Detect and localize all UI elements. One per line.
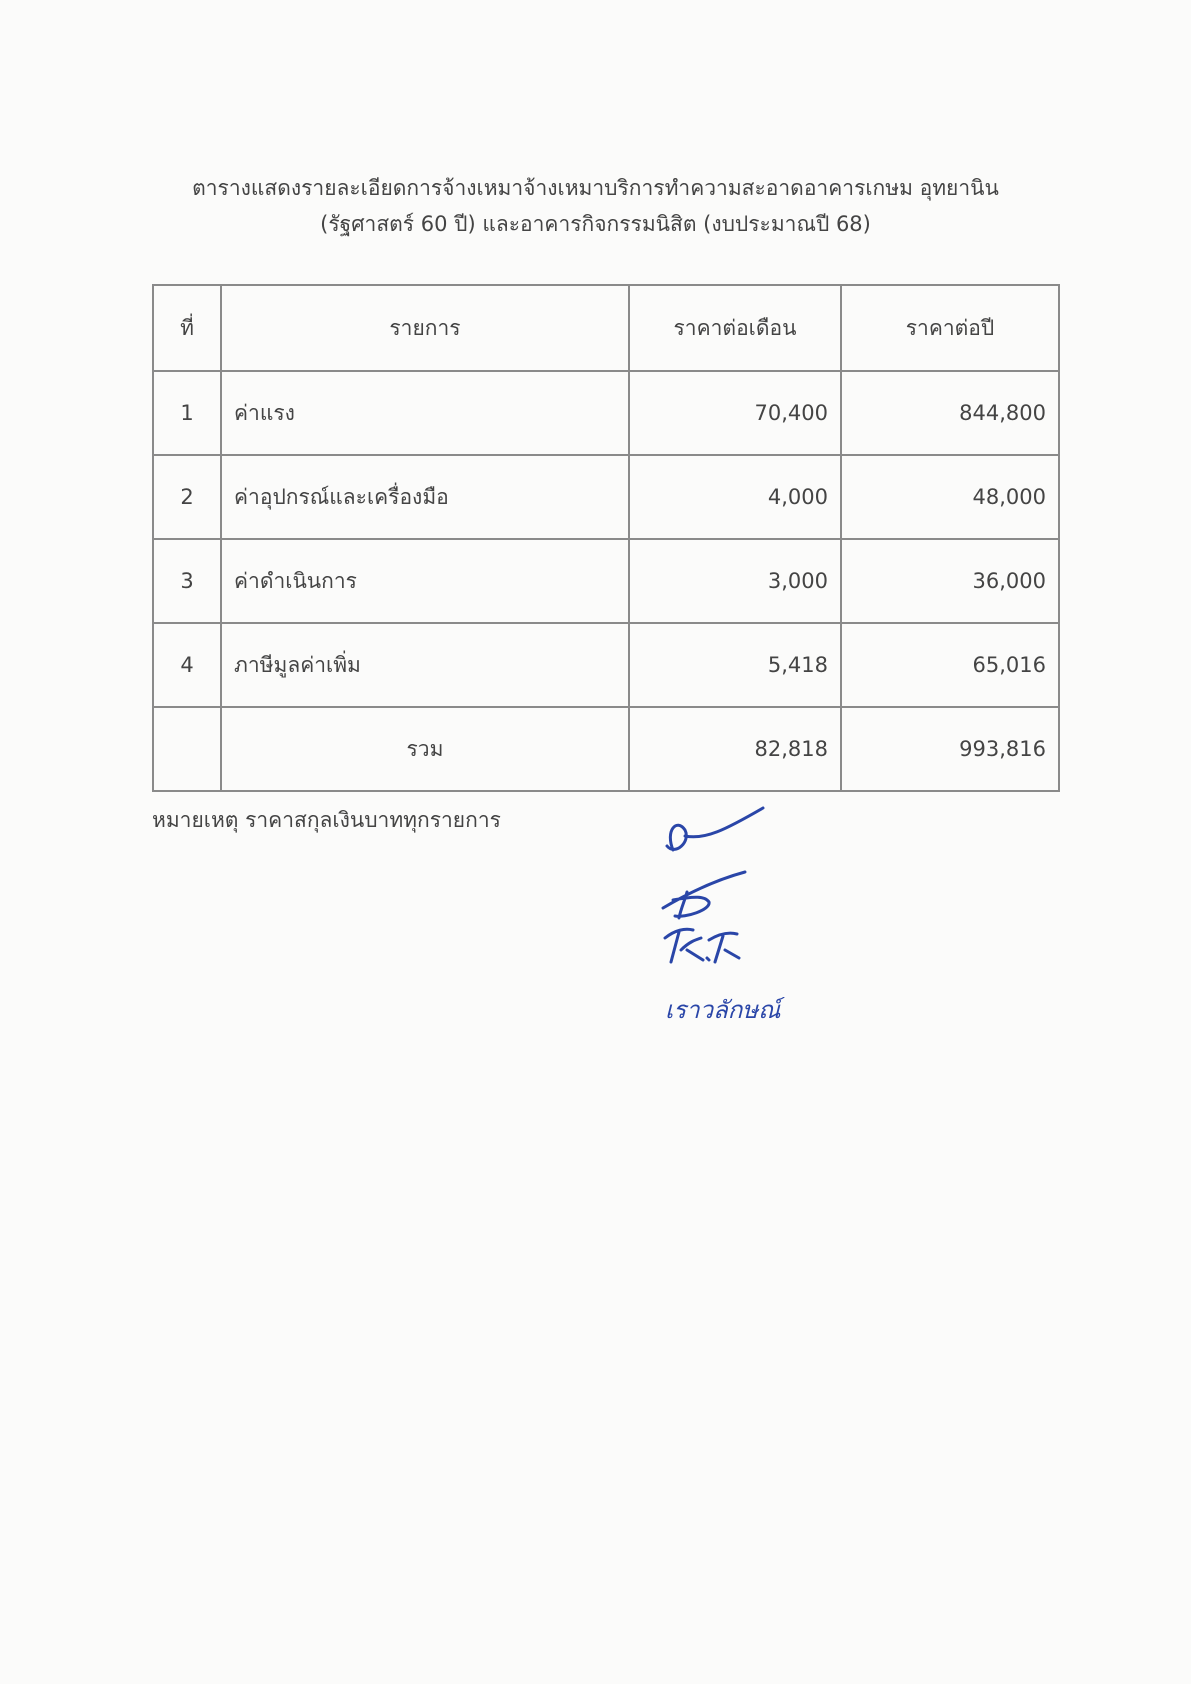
cost-table: [152, 284, 1060, 792]
table-header-row: [153, 285, 1059, 371]
title-line-2: (รัฐศาสตร์ 60 ปี) และอาคารกิจกรรมนิสิต (งบประมาณปี 68): [320, 212, 871, 236]
signature-1: [667, 808, 763, 850]
signature-image: [645, 800, 845, 1030]
total-label: รวม: [221, 707, 629, 791]
row-yearly: 48,000: [841, 455, 1059, 539]
header-yearly: ราคาต่อปี: [841, 285, 1059, 371]
table-row: [153, 371, 1059, 455]
row-item: ค่าแรง: [221, 371, 629, 455]
row-monthly: 3,000: [629, 539, 841, 623]
signature-block: [645, 800, 845, 1030]
row-monthly: 5,418: [629, 623, 841, 707]
row-no: 2: [153, 455, 221, 539]
table-row: [153, 623, 1059, 707]
header-no: ที่: [153, 285, 221, 371]
table-row: [153, 455, 1059, 539]
table-row: [153, 539, 1059, 623]
row-yearly: 844,800: [841, 371, 1059, 455]
signature-3: [665, 929, 739, 962]
title-line-1: ตารางแสดงรายละเอียดการจ้างเหมาจ้างเหมาบริการทำความสะอาดอาคารเกษม อุทยานิน: [192, 176, 999, 200]
document-title: [0, 170, 1191, 242]
row-item: ค่าดำเนินการ: [221, 539, 629, 623]
row-monthly: 70,400: [629, 371, 841, 455]
row-no: 1: [153, 371, 221, 455]
row-no: 4: [153, 623, 221, 707]
note: หมายเหตุ ราคาสกุลเงินบาททุกรายการ: [152, 808, 501, 832]
total-row: [153, 707, 1059, 791]
row-no: 3: [153, 539, 221, 623]
total-yearly: 993,816: [841, 707, 1059, 791]
signature-4: เราวลักษณ์: [665, 996, 781, 1024]
signature-2: [663, 872, 745, 918]
row-item: ค่าอุปกรณ์และเครื่องมือ: [221, 455, 629, 539]
total-monthly: 82,818: [629, 707, 841, 791]
row-item: ภาษีมูลค่าเพิ่ม: [221, 623, 629, 707]
header-item: รายการ: [221, 285, 629, 371]
total-no-empty: [153, 707, 221, 791]
row-yearly: 65,016: [841, 623, 1059, 707]
row-monthly: 4,000: [629, 455, 841, 539]
row-yearly: 36,000: [841, 539, 1059, 623]
header-monthly: ราคาต่อเดือน: [629, 285, 841, 371]
